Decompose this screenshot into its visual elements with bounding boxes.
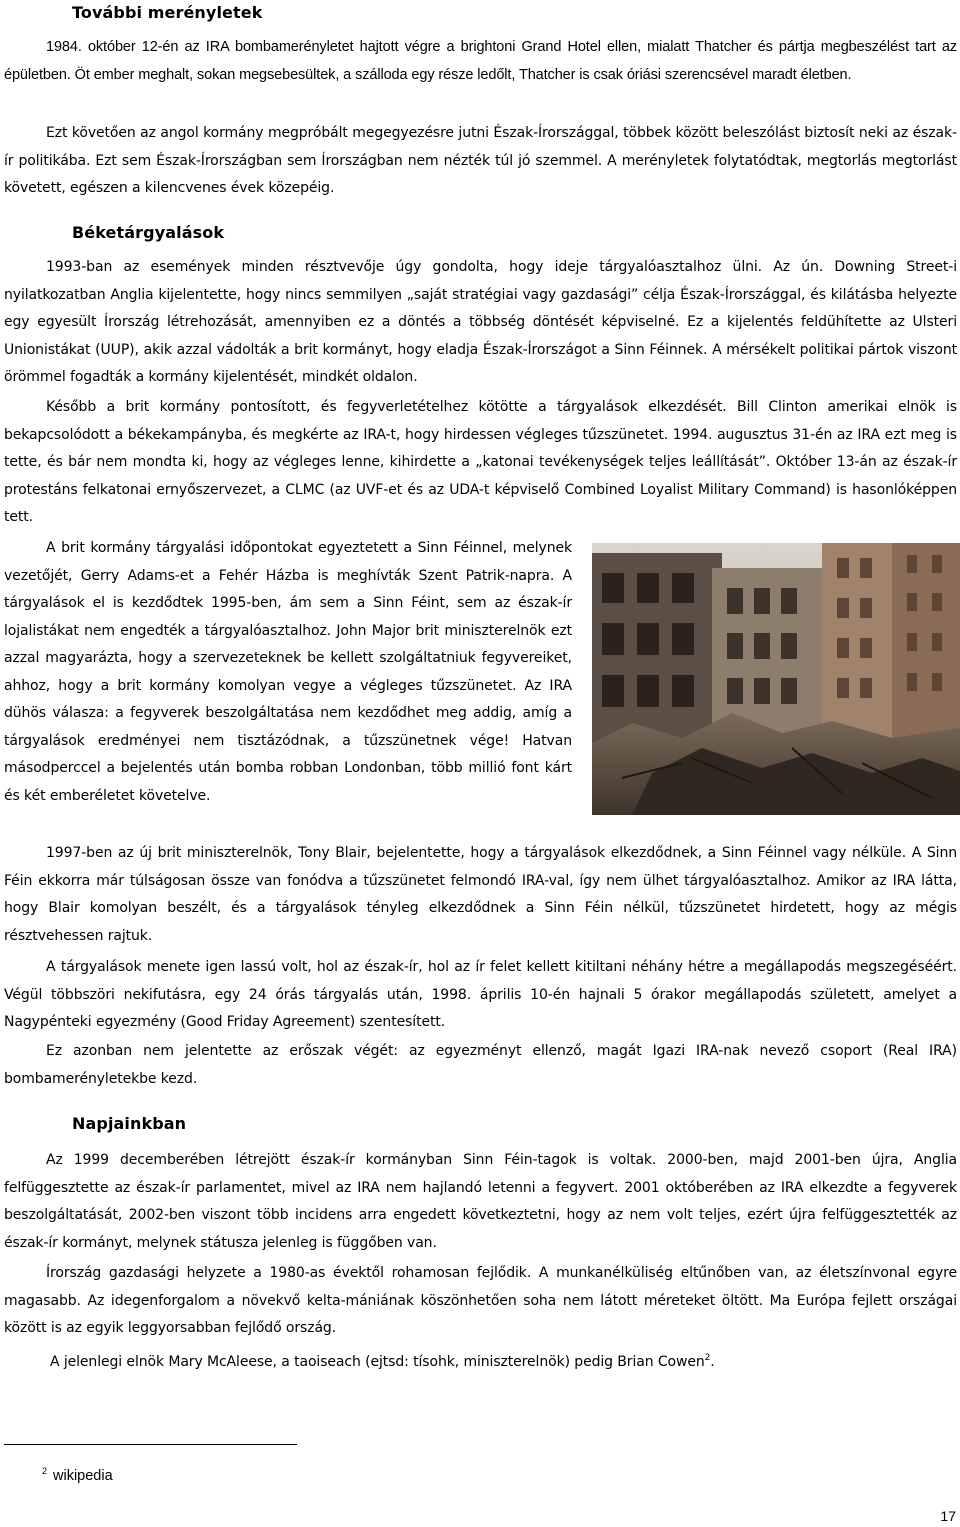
page-number: 17 — [940, 1508, 956, 1524]
paragraph: 1997-ben az új brit miniszterelnök, Tony Blair, bejelentette, hogy a tárgyalások elkezdődnek, a Sinn Féinnel vagy nélküle. A Sinn Féin ekkorra már túlságosan össze van fonódva a tűzszünetet felmondó IRA-val, így nem ülhet tárgyalóasztalhoz. Amikor az IRA látta, hogy Blair komolyan beszélt, és a tárgyalások tényleg elkezdődnek a Sinn Féin nélkül, tűzszünetet hirdetett, hogy az mégis résztvehessen rajtuk. — [4, 845, 957, 944]
paragraph: 1993-ban az események minden résztvevője úgy gondolta, hogy ideje tárgyalóasztalhoz ülni. Az ún. Downing Street-i nyilatkozatban Anglia kijelentette, hogy nincs semmilyen „saját stratégiai vagy gazdasági” célja Észak-Írországgal, és kilátásba helyezte egy egyesült Írország létrehozását, amennyiben ez a döntés a többség döntését képviselné. Ez a kijelentés feldühítette az Ulsteri Unionistákat (UUP), akik azzal vádolták a brit kormányt, hogy eladja Észak-Írországot a Sinn Féinnek. A mérsékelt politikai pártok viszont örömmel fogadták a kormány kijelentését, mindkét oldalon. — [4, 259, 957, 385]
footnote-number: 2 — [42, 1466, 48, 1476]
paragraph: Az 1999 decemberében létrejött észak-ír kormányban Sinn Féin-tagok is voltak. 2000-ben, majd 2001-ben újra, Anglia felfüggesztette az észak-ír parlamentet, mivel az IRA nem hajlandó letenni a fegyvert. 2001 októberében az IRA elkezdte a fegyverek beszolgáltatását, 2002-ben viszont több incidens arra engedett következtetni, hogy az nem volt teljes, ezért újra felfüggesztették az észak-ír kormányt, melynek státusza jelenleg is függőben van. — [4, 1152, 957, 1251]
section-heading-further-attacks: További merényletek — [72, 3, 263, 22]
paragraph: A brit kormány tárgyalási időpontokat egyeztetett a Sinn Féinnel, melynek vezetőjét, Gerry Adams-et a Fehér Házba is meghívták Szent Patrik-napra. A tárgyalások el is kezdődtek 1995-ben, ám sem a Sinn Féint, sem az észak-ír lojalistákat nem engedték a tárgyalóasztalhoz. John Major brit miniszterelnök ezt azzal magyarázta, hogy a szervezeteknek be kellett szolgáltatniuk fegyvereiket, ahhoz, hogy a brit kormány komolyan vegye a végleges tűzszünetet. Az IRA dühös válasza: a fegyverek beszolgáltatása nem kezdődhet meg addig, amíg a tárgyalások eredményei nem tisztázódnak, a tűzszünetnek vége! Hatvan másodperccel a bejelentés után bomba robban Londonban, több millió font kárt és két emberéletet követelve. — [4, 540, 572, 804]
paragraph: 1984. október 12-én az IRA bombamerényletet hajtott végre a brightoni Grand Hotel ellen, mialatt Thatcher és pártja megbeszélést tart az épületben. Öt ember meghalt, sokan megsebesültek, a szálloda egy része ledőlt, Thatcher is csak óriási szerencsével maradt életben. — [4, 39, 957, 83]
footnote-divider — [4, 1444, 297, 1445]
section-heading-peace-talks: Béketárgyalások — [72, 223, 225, 242]
paragraph: Később a brit kormány pontosított, és fegyverletételhez kötötte a tárgyalások elkezdését. Bill Clinton amerikai elnök is bekapcsolódott a békekampányba, és megkérte az IRA-t, hogy hirdessen végleges tűzszünetet. 1994. augusztus 31-én az IRA ezt meg is tette, és bár nem mondta ki, hogy az végleges lenne, kihirdette a „katonai tevékenységek teljes leállítását”. Október 13-án az észak-ír protestáns felkatonai ernyőszervezet, a CLMC (az UVF-et és az UDA-t képviselő Combined Loyalist Military Command) is hasonlóképpen tett. — [4, 399, 957, 525]
paragraph — [8, 1345, 957, 1377]
paragraph: A tárgyalások menete igen lassú volt, hol az észak-ír, hol az ír felet kellett kitiltani néhány hétre a megállapodás megszegéséért. Végül többszöri nekifutásra, egy 24 órás tárgyalás után, 1998. április 10-én hajnali 5 órakor megállapodás született, amelyet a Nagypénteki egyezmény (Good Friday Agreement) szentesített. — [4, 959, 957, 1030]
paragraph-text: A jelenlegi elnök Mary McAleese, a taoiseach (ejtsd: tísohk, miniszterelnök) pedig Brian Cowen — [50, 1354, 705, 1370]
footnote-text: wikipedia — [53, 1468, 113, 1484]
footnote-reference[interactable]: 2 — [704, 1353, 711, 1363]
paragraph: Ezt követően az angol kormány megpróbált megegyezésre jutni Észak-Írországgal, többek között beleszólást biztosít neki az észak-ír politikába. Ezt sem Észak-Írországban sem Írországban nem nézték túl jó szemmel. A merényletek folytatódtak, megtorlás megtorlást követett, egészen a kilencvenes évek közepéig. — [4, 125, 957, 196]
paragraph: Ez azonban nem jelentette az erőszak végét: az egyezményt ellenző, magát Igazi IRA-nak nevező csoport (Real IRA) bombamerényletekbe kezd. — [4, 1043, 957, 1087]
footnote — [42, 1466, 113, 1484]
section-heading-nowadays: Napjainkban — [72, 1114, 187, 1133]
paragraph: Írország gazdasági helyzete a 1980-as évektől rohamosan fejlődik. A munkanélküliség eltűnőben van, az életszínvonal egyre magasabb. Az idegenforgalom a növekvő kelta-mániának köszönhetően soha nem látott méreteket öltött. Ma Európa fejlett országai között is az egyik leggyorsabban fejlődő ország. — [4, 1265, 957, 1336]
paragraph-end: . — [710, 1354, 715, 1370]
bombed-building-photo — [592, 543, 960, 815]
